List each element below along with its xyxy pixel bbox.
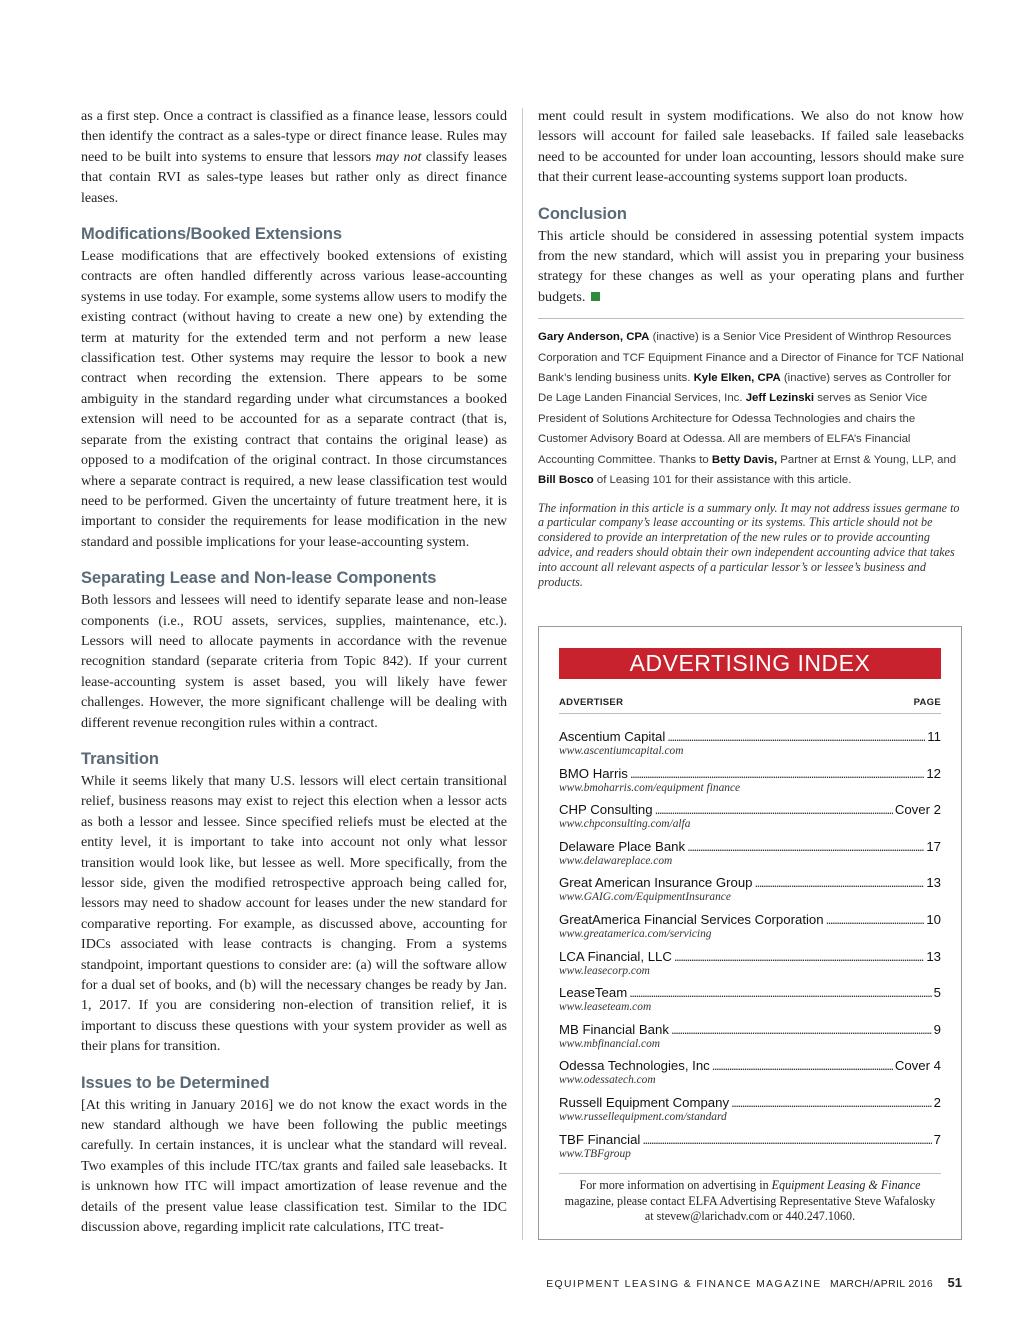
- advertiser-page: 13: [926, 875, 941, 891]
- advertiser-entry: [559, 1057, 941, 1094]
- dot-leader: [629, 984, 931, 1001]
- advertiser-entry: [559, 1021, 941, 1058]
- advertiser-page: 13: [926, 948, 941, 964]
- body-modifications: Lease modifications that are effectively booked extensions of existing contracts are often handled differently across various lease-accounting systems in use today. For example, some systems allow users to modify the existing contract (without having to create a new one) by extending the term at maturity for the extended term and not perform a new lease classification test. Other systems may require the lessor to book a new contract when recording the extension. There appears to be some ambiguity in the standard regarding under what circumstances a booked extension will need to be accounted for as a separate contract (that is, separate from the existing contract that contains the original lease) as opposed to a modifcation of the original contract. In those circumstances where a separate contract is required, a new lease classification test would need to be performed. Given the uncertainty of future treatment here, it is important to consider the requirements for lease modification in the new standard and possible implications for your lease-accounting system.: [81, 248, 507, 550]
- intro-emphasis: may not: [375, 148, 422, 165]
- heading-transition: Transition: [81, 749, 159, 768]
- disclaimer: The information in this article is a summary only. It may not address issues germane to a particular company’s lease accounting or its systems. This article should not be considered to provide an interpretation of the new rules or to provide accounting advice, and readers should obtain their own independent accounting advice that takes into account all relevant aspects of a particular lessor’s or lessee’s business and products.: [538, 500, 960, 590]
- advertiser-line: [559, 1057, 941, 1074]
- advertiser-url[interactable]: www.odessatech.com: [559, 1074, 656, 1087]
- dot-leader: [687, 838, 924, 855]
- dot-leader: [712, 1057, 893, 1074]
- advertiser-line: [559, 838, 941, 855]
- page-footer: [0, 1274, 962, 1292]
- advertiser-url[interactable]: www.leasecorp.com: [559, 964, 650, 977]
- advertiser-name: CHP Consulting: [559, 802, 653, 818]
- heading-modifications: Modifications/Booked Extensions: [81, 225, 342, 244]
- footer-magazine-title: EQUIPMENT LEASING & FINANCE MAGAZINE: [546, 1279, 822, 1290]
- ad-footer-rule: [559, 1173, 941, 1174]
- advertiser-url[interactable]: www.ascentiumcapital.com: [559, 745, 684, 757]
- end-mark-icon: [591, 292, 600, 301]
- advertiser-entry: [559, 984, 941, 1021]
- ad-footer-magazine: Equipment Leasing & Finance: [771, 1178, 921, 1192]
- body-conclusion: [538, 226, 964, 308]
- dot-leader: [674, 948, 924, 965]
- author-name: Betty Davis,: [711, 453, 778, 466]
- advertiser-entry: [559, 1094, 941, 1131]
- body-separating-components: Both lessors and lessees will need to identify separate lease and non-lease components (i.e., ROU assets, services, supplies, maintenance, etc.). Lessors will need to allocate payments in accordance with the revenue recognition standard (separate criteria from Topic 842). If your current lease-accounting system is asset based, you will likely have fewer challenges. However, the more significant challenge will be dealing with different revenue recongition rules within a contract.: [81, 592, 507, 731]
- advertising-index-title: ADVERTISING INDEX: [559, 648, 941, 679]
- bio-text: serves as Senior Vice President of Solutions Architecture for Odessa Technologies and chairs the Customer Advisory Board at Odessa. All are members of ELFA’s Financial Accounting Committee. Thanks to: [538, 392, 928, 466]
- advertiser-url[interactable]: www.delawareplace.com: [559, 854, 673, 867]
- advertiser-line: [559, 1131, 941, 1148]
- dot-leader: [655, 801, 893, 818]
- dot-leader: [826, 911, 925, 928]
- dot-leader: [755, 874, 925, 891]
- advertiser-page: 7: [933, 1131, 941, 1147]
- advertiser-name: Great American Insurance Group: [559, 875, 753, 891]
- body-transition: While it seems likely that many U.S. lessors will elect certain transitional relief, business reasons may exist to reject this election when a lessor acts as both a lessor and lessee. Since specified reliefs must be elected at the entity level, it is important to take into account not only what lessor transition would look like, but lessee as well. More specifically, from the lessor side, given the modified retrospective approach being called for, lessors may need to shadow account for leases under the new standard for comparative reporting. For example, as discussed above, accounting for IDCs associated with lease contracts is changing. From a systems standpoint, important questions to consider are: (a) will the software allow for a dual set of books, and (b) will the necessary changes be ready by Jan. 1, 2017. If you are considering non-election of transition relief, it is important to discuss these questions with your system provider as well as their plans for transition.: [81, 772, 507, 1055]
- advertiser-url[interactable]: www.TBFgroup: [559, 1147, 631, 1160]
- advertiser-name: Delaware Place Bank: [559, 838, 686, 854]
- ad-header-rule: [559, 713, 941, 714]
- page-column-label: PAGE: [913, 697, 941, 708]
- advertiser-line: [559, 984, 941, 1001]
- advertiser-entry: [559, 838, 941, 875]
- left-column: [81, 106, 507, 1238]
- dot-leader: [731, 1094, 932, 1111]
- right-column: [538, 106, 964, 590]
- ad-footer-text: For more information on advertising in: [579, 1178, 772, 1192]
- advertiser-name: MB Financial Bank: [559, 1021, 669, 1037]
- bio-text: of Leasing 101 for their assistance with this article.: [593, 474, 852, 487]
- advertiser-entry: [559, 1131, 941, 1168]
- advertiser-url[interactable]: www.GAIG.com/EquipmentInsurance: [559, 891, 731, 904]
- author-name: Jeff Lezinski: [745, 392, 815, 405]
- bio-text: Partner at Ernst & Young, LLP, and: [777, 453, 957, 466]
- body-issues: [At this writing in January 2016] we do not know the exact words in the new standard although we have been following the public meetings carefully. In certain instances, it is unclear what the standard will reveal. Two examples of this include ITC/tax grants and failed sale leasebacks. It is unknown how ITC will impact amortization of lease revenue and the details of the present value lease classification test. Similar to the IDC discussion above, regarding implicit rate calculations, ITC treat-: [81, 1096, 507, 1236]
- advertiser-page: Cover 4: [894, 1058, 941, 1074]
- advertiser-name: TBF Financial: [559, 1131, 641, 1147]
- footer-issue-date: MARCH/APRIL 2016: [830, 1279, 934, 1290]
- advertiser-entry: [559, 948, 941, 985]
- advertiser-name: BMO Harris: [559, 765, 628, 781]
- intro-text-1: as a first step. Once a contract is classified as a finance lease, lessors could then identify the contract as a sales-type or direct finance lease. Rules may need to be built into systems to ensure that lessors: [81, 108, 507, 165]
- advertiser-line: [559, 1021, 941, 1038]
- advertiser-line: [559, 911, 941, 928]
- advertiser-entry: [559, 728, 941, 765]
- advertiser-url[interactable]: www.russellequipment.com/standard: [559, 1110, 727, 1123]
- advertiser-page: Cover 2: [894, 802, 941, 818]
- advertiser-page: 12: [926, 765, 941, 781]
- advertiser-page: 17: [926, 838, 941, 854]
- continued-paragraph: ment could result in system modifications. We also do not know how lessors will account for failed sale leasebacks. If failed sale leasebacks need to be accounted for under loan accounting, lessors should make sure that their current lease-accounting systems support loan products.: [538, 108, 964, 186]
- advertiser-url[interactable]: www.chpconsulting.com/alfa: [559, 818, 691, 831]
- intro-paragraph: [81, 106, 507, 208]
- ad-footer-note: [559, 1178, 941, 1225]
- advertiser-entry: [559, 874, 941, 911]
- advertiser-name: GreatAmerica Financial Services Corporation: [559, 911, 824, 927]
- conclusion-text: This article should be considered in assessing potential system impacts from the new standard, which will assist you in preparing your business strategy for these changes as well as your operating plans and further budgets.: [538, 227, 964, 305]
- heading-separating-components: Separating Lease and Non-lease Components: [81, 569, 437, 588]
- advertiser-url[interactable]: www.bmoharris.com/equipment finance: [559, 781, 741, 794]
- ad-footer-text: magazine, please contact ELFA Advertising Representative Steve Wafalosky at stevew@larichadv.com or 440.247.1060.: [564, 1193, 936, 1223]
- dot-leader: [642, 1131, 931, 1148]
- advertiser-name: Odessa Technologies, Inc: [559, 1058, 710, 1074]
- advertising-index-box: [538, 626, 962, 1240]
- advertiser-name: Ascentium Capital: [559, 729, 666, 744]
- advertiser-line: [559, 801, 941, 818]
- ad-index-header: [559, 697, 941, 708]
- column-divider: [522, 108, 523, 1240]
- advertiser-page: 9: [933, 1021, 941, 1037]
- advertiser-line: [559, 1094, 941, 1111]
- advertiser-page: 2: [933, 1094, 941, 1110]
- author-bio: [538, 327, 964, 490]
- bio-rule: [538, 318, 964, 319]
- advertiser-list: [559, 728, 941, 1167]
- heading-issues: Issues to be Determined: [81, 1073, 270, 1092]
- advertiser-url[interactable]: www.mbfinancial.com: [559, 1037, 661, 1050]
- advertiser-name: Russell Equipment Company: [559, 1094, 730, 1110]
- advertiser-name: LeaseTeam: [559, 985, 628, 1001]
- author-name: Kyle Elken, CPA: [693, 372, 781, 385]
- advertiser-line: [559, 948, 941, 965]
- dot-leader: [630, 765, 924, 782]
- advertiser-entry: [559, 911, 941, 948]
- advertiser-entry: [559, 801, 941, 838]
- advertiser-line: [559, 765, 941, 782]
- advertiser-line: [559, 874, 941, 891]
- advertiser-name: LCA Financial, LLC: [559, 948, 672, 964]
- advertiser-line: [559, 728, 941, 745]
- advertiser-page: 11: [927, 729, 941, 744]
- dot-leader: [667, 728, 925, 745]
- advertiser-entry: [559, 765, 941, 802]
- bio-text: (inactive) serves as Controller for De Lage Landen Financial Services, Inc.: [538, 372, 951, 405]
- advertiser-page: 5: [933, 985, 941, 1001]
- page-number: 51: [947, 1275, 962, 1290]
- advertiser-column-label: ADVERTISER: [559, 697, 624, 708]
- advertiser-url[interactable]: www.leaseteam.com: [559, 1001, 652, 1014]
- author-name: Gary Anderson, CPA: [538, 331, 650, 344]
- intro-text-2: classify leases that contain RVI as sales-type leases but rather only as direct finance leases.: [81, 148, 507, 206]
- advertiser-page: 10: [926, 911, 941, 927]
- heading-conclusion: Conclusion: [538, 204, 627, 223]
- bio-text: (inactive) is a Senior Vice President of Winthrop Resources Corporation and TCF Equipment Finance and a Director of Finance for TCF National Bank’s lending business units.: [538, 331, 964, 385]
- dot-leader: [671, 1021, 932, 1038]
- advertiser-url[interactable]: www.greatamerica.com/servicing: [559, 927, 712, 940]
- author-name: Bill Bosco: [538, 474, 594, 487]
